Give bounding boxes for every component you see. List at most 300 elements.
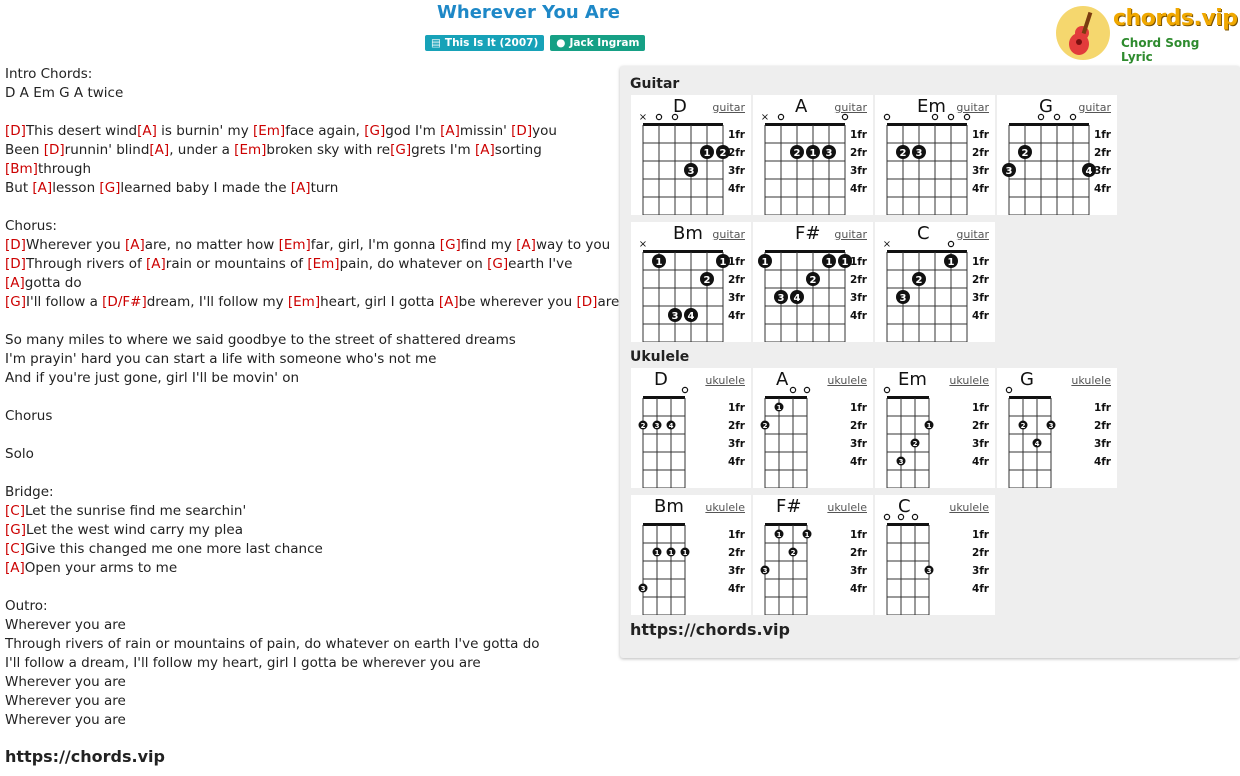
- chord-link[interactable]: [D/F#]: [102, 294, 147, 310]
- open-string-marker: [884, 114, 889, 119]
- lyric-line: [5, 540, 615, 559]
- chord-name: G: [1039, 96, 1053, 117]
- lyric-line: [5, 616, 615, 635]
- finger-number: 2: [899, 148, 907, 159]
- fret-label: 1fr: [971, 529, 989, 541]
- guitar-chord-card[interactable]: [631, 95, 751, 215]
- fret-label: 4fr: [727, 456, 745, 468]
- nut-line: [643, 396, 685, 399]
- lyric-line: [5, 65, 615, 84]
- finger-number: 2: [1020, 422, 1026, 430]
- chord-link[interactable]: [G]: [439, 237, 461, 253]
- fret-label: 1fr: [727, 129, 745, 141]
- guitar-chord-card[interactable]: [875, 95, 995, 215]
- lyric-text: Through rivers of: [25, 256, 147, 272]
- finger-number: 3: [926, 567, 932, 575]
- lyric-text: Intro Chords:: [5, 66, 93, 82]
- lyric-line: [5, 122, 615, 141]
- lyric-text: Let the west wind carry my plea: [26, 522, 243, 538]
- fret-label: 2fr: [971, 147, 989, 159]
- fret-label: 2fr: [727, 547, 745, 559]
- open-string-marker: [682, 387, 687, 392]
- blank-line: [5, 103, 615, 122]
- lyric-text: Open your arms to me: [24, 560, 178, 576]
- open-string-marker: [778, 114, 783, 119]
- chord-link[interactable]: [Bm]: [5, 161, 38, 177]
- lyric-text: pain, do whatever on: [339, 256, 488, 272]
- fret-label: 1fr: [727, 529, 745, 541]
- ukulele-chord-card[interactable]: [631, 495, 751, 615]
- fret-label: 1fr: [849, 256, 867, 268]
- nut-line: [643, 250, 723, 253]
- finger-number: 1: [668, 549, 674, 557]
- open-string-marker: [672, 114, 677, 119]
- chord-link[interactable]: [A]: [32, 180, 53, 196]
- chord-link[interactable]: [D]: [5, 237, 26, 253]
- fret-label: 2fr: [849, 147, 867, 159]
- chord-link[interactable]: [A]: [440, 123, 460, 139]
- chord-link[interactable]: [C]: [5, 541, 25, 557]
- panel-url[interactable]: https://chords.vip: [630, 620, 790, 639]
- open-string-marker: [790, 387, 795, 392]
- finger-number: 3: [898, 458, 904, 466]
- chord-link[interactable]: [A]: [5, 560, 25, 576]
- chord-link[interactable]: [Em]: [307, 256, 340, 272]
- lyric-text: This desert wind: [25, 123, 138, 139]
- guitar-chord-card[interactable]: [753, 222, 873, 342]
- fret-label: 3fr: [971, 165, 989, 177]
- lyric-line: [5, 445, 615, 464]
- finger-number: 3: [671, 311, 679, 322]
- chord-link[interactable]: [D]: [511, 123, 533, 139]
- chord-link[interactable]: [A]: [146, 256, 166, 272]
- chord-link[interactable]: [G]: [5, 294, 26, 310]
- nut-line: [765, 396, 807, 399]
- blank-line: [5, 198, 615, 217]
- finger-number: 3: [654, 422, 660, 430]
- open-string-marker: [898, 514, 903, 519]
- fret-label: 4fr: [849, 583, 867, 595]
- finger-number: 1: [776, 404, 782, 412]
- album-label: This Is It (2007): [444, 37, 539, 49]
- finger-number: 1: [655, 257, 663, 268]
- finger-number: 2: [703, 275, 711, 286]
- finger-number: 3: [777, 293, 785, 304]
- chord-link[interactable]: [A]: [516, 237, 536, 253]
- lyric-line: [5, 293, 620, 312]
- chord-diagram: [753, 222, 873, 342]
- lyric-text: I'll follow a: [26, 294, 103, 310]
- nut-line: [887, 123, 967, 126]
- guitar-link[interactable]: guitar: [834, 228, 867, 241]
- chord-link[interactable]: [C]: [5, 503, 25, 519]
- chord-name: F#: [795, 223, 821, 244]
- lyric-text: Wherever you are: [5, 617, 126, 633]
- muted-string-marker: ×: [638, 112, 648, 123]
- user-icon: ●: [556, 37, 566, 49]
- fret-label: 4fr: [727, 310, 745, 322]
- open-string-marker: [912, 514, 917, 519]
- lyric-line: [5, 236, 615, 255]
- chord-name: A: [795, 96, 808, 117]
- fret-label: 2fr: [971, 547, 989, 559]
- fret-label: 3fr: [727, 565, 745, 577]
- fret-label: 4fr: [849, 183, 867, 195]
- fret-label: 3fr: [971, 292, 989, 304]
- site-logo[interactable]: [1055, 4, 1238, 64]
- chord-link[interactable]: [D]: [576, 294, 598, 310]
- lyric-text: I'm prayin' hard you can start a life with someone who's not me: [5, 351, 437, 367]
- chord-link[interactable]: [A]: [438, 294, 459, 310]
- fret-label: 1fr: [971, 402, 989, 414]
- guitar-link[interactable]: guitar: [712, 101, 745, 114]
- open-string-marker: [1054, 114, 1059, 119]
- lyric-text: Been: [5, 142, 44, 158]
- fret-label: 1fr: [971, 256, 989, 268]
- fret-label: 3fr: [727, 165, 745, 177]
- lyric-line: [5, 483, 615, 502]
- guitar-link[interactable]: guitar: [712, 228, 745, 241]
- chord-name: D: [654, 369, 668, 390]
- fret-label: 4fr: [849, 310, 867, 322]
- nut-line: [1009, 123, 1089, 126]
- finger-number: 1: [825, 257, 833, 268]
- fret-label: 2fr: [849, 547, 867, 559]
- fret-label: 1fr: [849, 129, 867, 141]
- chord-diagram: [875, 95, 995, 215]
- lyric-line: [5, 635, 615, 654]
- finger-number: 3: [1005, 166, 1013, 177]
- fret-label: 1fr: [727, 402, 745, 414]
- nut-line: [887, 523, 929, 526]
- lyric-line: [5, 692, 615, 711]
- fret-label: 4fr: [727, 583, 745, 595]
- ukulele-chord-card[interactable]: [753, 368, 873, 488]
- open-string-marker: [932, 114, 937, 119]
- chord-link[interactable]: [A]: [124, 237, 145, 253]
- lyric-text: Wherever you are: [5, 693, 126, 709]
- lyric-text: Bridge:: [5, 484, 54, 500]
- ukulele-chord-card[interactable]: [753, 495, 873, 615]
- lyric-text: Solo: [5, 446, 34, 462]
- fret-label: 1fr: [727, 256, 745, 268]
- lyric-text: broken sky with re: [266, 142, 391, 158]
- nut-line: [887, 396, 929, 399]
- finger-number: 2: [809, 275, 817, 286]
- fret-label: 3fr: [849, 565, 867, 577]
- lyric-line: [5, 84, 615, 103]
- blank-line: [5, 312, 615, 331]
- chord-link[interactable]: [D]: [5, 256, 26, 272]
- lyric-line: [5, 141, 615, 160]
- chord-name: D: [673, 96, 687, 117]
- logo-tagline: Chord Song Lyric: [1121, 36, 1200, 64]
- fret-label: 1fr: [1093, 129, 1111, 141]
- chord-diagram: [631, 95, 751, 215]
- fret-label: 2fr: [849, 274, 867, 286]
- chord-name: C: [917, 223, 930, 244]
- ukulele-link[interactable]: ukulele: [827, 374, 867, 387]
- lyric-text: , under a: [169, 142, 235, 158]
- nut-line: [765, 523, 807, 526]
- chord-diagram-panel: [620, 66, 1240, 658]
- finger-number: 1: [654, 549, 660, 557]
- fret-label: 2fr: [849, 420, 867, 432]
- open-string-marker: [842, 114, 847, 119]
- chord-link[interactable]: [Em]: [278, 237, 311, 253]
- chord-link[interactable]: [A]: [149, 142, 170, 158]
- guitar-chord-card[interactable]: [997, 95, 1117, 215]
- finger-number: 2: [762, 422, 768, 430]
- chord-link[interactable]: [A]: [137, 123, 157, 139]
- ukulele-chord-card[interactable]: [997, 368, 1117, 488]
- chord-name: G: [1020, 369, 1034, 390]
- finger-number: 3: [1048, 422, 1054, 430]
- chord-name: F#: [776, 496, 802, 517]
- finger-number: 2: [640, 422, 646, 430]
- blank-line: [5, 426, 615, 445]
- fret-label: 4fr: [727, 183, 745, 195]
- ukulele-heading: Ukulele: [630, 349, 690, 365]
- ukulele-link[interactable]: ukulele: [949, 374, 989, 387]
- finger-number: 4: [1085, 166, 1093, 177]
- lyric-text: through: [37, 161, 91, 177]
- ukulele-link[interactable]: ukulele: [705, 501, 745, 514]
- lyric-text: sorting: [494, 142, 542, 158]
- lyric-line: [5, 369, 615, 388]
- lyric-line: [5, 711, 615, 730]
- lyric-text: are, no matter how: [144, 237, 279, 253]
- muted-string-marker: ×: [638, 239, 648, 250]
- fret-label: 4fr: [849, 456, 867, 468]
- lyric-text: is burnin' my: [156, 123, 253, 139]
- chord-diagram: [753, 368, 873, 488]
- chord-name: A: [776, 369, 789, 390]
- lyric-line: [5, 597, 615, 616]
- finger-number: 3: [687, 166, 695, 177]
- chord-diagram: [875, 368, 995, 488]
- lyric-line: [5, 559, 615, 578]
- lyric-text: rain or mountains of: [165, 256, 308, 272]
- ukulele-chord-card[interactable]: [875, 368, 995, 488]
- lyric-text: So many miles to where we said goodbye to the street of shattered dreams: [5, 332, 516, 348]
- lyric-text: learned baby I made the: [120, 180, 291, 196]
- fret-label: 4fr: [971, 456, 989, 468]
- lyric-line: [5, 255, 615, 274]
- open-string-marker: [884, 514, 889, 519]
- album-badge[interactable]: [425, 35, 544, 51]
- blank-line: [5, 578, 615, 597]
- chord-link[interactable]: [D]: [5, 123, 26, 139]
- chord-link[interactable]: [D]: [43, 142, 65, 158]
- ukulele-chord-card[interactable]: [875, 495, 995, 615]
- open-string-marker: [948, 114, 953, 119]
- chord-link[interactable]: [A]: [5, 275, 25, 291]
- lyric-text: runnin' blind: [64, 142, 150, 158]
- nut-line: [765, 123, 845, 126]
- fret-label: 3fr: [971, 565, 989, 577]
- fret-label: 1fr: [849, 402, 867, 414]
- chord-diagram: [997, 368, 1117, 488]
- lyric-text: be wherever you: [458, 294, 577, 310]
- finger-number: 4: [1034, 440, 1040, 448]
- fret-label: 3fr: [849, 292, 867, 304]
- lyric-text: dream, I'll follow my: [146, 294, 288, 310]
- open-string-marker: [1038, 114, 1043, 119]
- lyric-text: missin': [459, 123, 512, 139]
- fret-label: 2fr: [727, 274, 745, 286]
- nut-line: [1009, 396, 1051, 399]
- lyric-line: [5, 217, 615, 236]
- chord-name: C: [898, 496, 911, 517]
- guitar-chord-card[interactable]: [753, 95, 873, 215]
- finger-number: 1: [719, 257, 727, 268]
- nut-line: [887, 250, 967, 253]
- lyric-text: gotta do: [24, 275, 82, 291]
- album-icon: ▤: [431, 37, 441, 49]
- chord-diagram: [631, 222, 751, 342]
- blank-line: [5, 464, 615, 483]
- finger-number: 1: [703, 148, 711, 159]
- finger-number: 3: [762, 567, 768, 575]
- finger-number: 4: [793, 293, 801, 304]
- chord-link[interactable]: [G]: [487, 256, 509, 272]
- lyric-line: [5, 179, 615, 198]
- lyric-text: And if you're just gone, girl I'll be movin' on: [5, 370, 300, 386]
- finger-number: 2: [719, 148, 727, 159]
- fret-label: 2fr: [1093, 147, 1111, 159]
- finger-number: 2: [793, 148, 801, 159]
- muted-string-marker: ×: [882, 239, 892, 250]
- fret-label: 3fr: [849, 438, 867, 450]
- lyric-text: But: [5, 180, 33, 196]
- fret-label: 4fr: [971, 583, 989, 595]
- fret-label: 3fr: [849, 165, 867, 177]
- finger-number: 3: [640, 585, 646, 593]
- ukulele-chord-card[interactable]: [631, 368, 751, 488]
- chord-link[interactable]: [Em]: [287, 294, 321, 310]
- chord-link[interactable]: [A]: [290, 180, 311, 196]
- guitar-link[interactable]: guitar: [956, 101, 989, 114]
- finger-number: 1: [682, 549, 688, 557]
- fret-label: 2fr: [971, 274, 989, 286]
- lyric-text: Wherever you are: [5, 712, 126, 728]
- guitar-chord-card[interactable]: [875, 222, 995, 342]
- muted-string-marker: ×: [760, 112, 770, 123]
- ukulele-link[interactable]: ukulele: [949, 501, 989, 514]
- finger-number: 3: [825, 148, 833, 159]
- ukulele-link[interactable]: ukulele: [705, 374, 745, 387]
- lyric-line: [5, 331, 615, 350]
- lyric-line: [5, 350, 615, 369]
- fret-label: 3fr: [1093, 438, 1111, 450]
- lyric-text: Let the sunrise find me searchin': [24, 503, 247, 519]
- open-string-marker: [804, 387, 809, 392]
- chord-link[interactable]: [Em]: [234, 142, 267, 158]
- lyric-line: [5, 654, 615, 673]
- lyric-text: god I'm: [385, 123, 441, 139]
- ukulele-link[interactable]: ukulele: [1071, 374, 1111, 387]
- chord-link[interactable]: [A]: [475, 142, 495, 158]
- ukulele-link[interactable]: ukulele: [827, 501, 867, 514]
- fret-label: 1fr: [849, 529, 867, 541]
- lyric-text: Outro:: [5, 598, 48, 614]
- finger-number: 1: [776, 531, 782, 539]
- blank-line: [5, 388, 615, 407]
- chord-link[interactable]: [G]: [364, 123, 386, 139]
- lyric-text: grets I'm: [411, 142, 475, 158]
- artist-badge[interactable]: [550, 35, 645, 51]
- lyric-text: Wherever you: [25, 237, 125, 253]
- finger-number: 2: [790, 549, 796, 557]
- chord-link[interactable]: [Em]: [252, 123, 286, 139]
- finger-number: 1: [809, 148, 817, 159]
- footer-url[interactable]: https://chords.vip: [5, 747, 165, 766]
- chord-link[interactable]: [G]: [5, 522, 26, 538]
- lyric-text: far, girl, I'm gonna: [310, 237, 440, 253]
- guitar-heading: Guitar: [630, 76, 680, 92]
- lyric-text: you: [532, 123, 557, 139]
- lyric-line: [5, 502, 615, 521]
- lyric-line: [5, 407, 615, 426]
- lyric-text: lesson: [52, 180, 100, 196]
- finger-number: 4: [668, 422, 674, 430]
- open-string-marker: [656, 114, 661, 119]
- chord-diagram: [631, 495, 751, 615]
- chord-diagram: [631, 368, 751, 488]
- fret-label: 4fr: [1093, 183, 1111, 195]
- guitar-link[interactable]: guitar: [956, 228, 989, 241]
- finger-number: 1: [761, 257, 769, 268]
- lyric-text: Through rivers of rain or mountains of pain, do whatever on earth I've gotta do: [5, 636, 540, 652]
- lyric-text: Wherever you are: [5, 674, 126, 690]
- finger-number: 1: [947, 257, 955, 268]
- fret-label: 3fr: [727, 292, 745, 304]
- artist-label: Jack Ingram: [569, 37, 640, 49]
- chord-name: Em: [917, 96, 946, 117]
- nut-line: [765, 250, 845, 253]
- fret-label: 3fr: [1093, 165, 1111, 177]
- lyrics-body: [5, 65, 620, 730]
- lyric-text: Chorus: [5, 408, 53, 424]
- lyric-text: face again,: [285, 123, 365, 139]
- fret-label: 2fr: [727, 147, 745, 159]
- lyric-line: [5, 521, 615, 540]
- chord-name: Bm: [673, 223, 703, 244]
- lyric-text: way to you: [535, 237, 611, 253]
- open-string-marker: [948, 241, 953, 246]
- logo-name: chords.vip: [1113, 6, 1238, 31]
- lyric-line: [5, 673, 615, 692]
- guitar-link[interactable]: guitar: [834, 101, 867, 114]
- guitar-link[interactable]: guitar: [1078, 101, 1111, 114]
- fret-label: 4fr: [971, 183, 989, 195]
- lyric-text: Chorus:: [5, 218, 57, 234]
- finger-number: 4: [687, 311, 695, 322]
- finger-number: 1: [804, 531, 810, 539]
- lyric-text: are: [597, 294, 620, 310]
- lyric-text: heart, girl I gotta: [320, 294, 439, 310]
- song-badges: [425, 35, 645, 51]
- chord-link[interactable]: [G]: [390, 142, 412, 158]
- finger-number: 2: [912, 440, 918, 448]
- chord-link[interactable]: [G]: [99, 180, 121, 196]
- fret-label: 4fr: [971, 310, 989, 322]
- fret-label: 2fr: [971, 420, 989, 432]
- guitar-chord-card[interactable]: [631, 222, 751, 342]
- finger-number: 3: [899, 293, 907, 304]
- lyric-line: [5, 160, 615, 179]
